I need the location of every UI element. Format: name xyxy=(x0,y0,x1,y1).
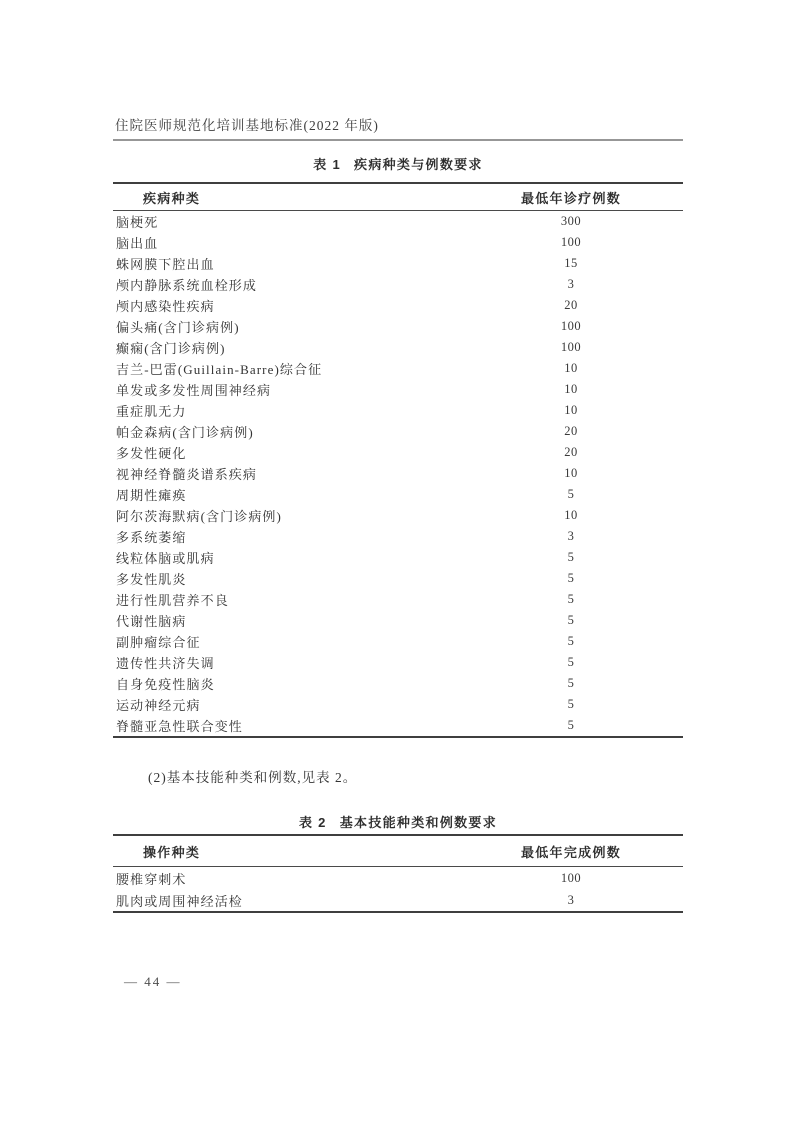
count-cell: 10 xyxy=(564,382,578,396)
count-cell: 3 xyxy=(567,892,575,907)
table2-skill-requirements xyxy=(113,834,683,913)
table-row xyxy=(113,631,683,652)
type-cell: 颅内静脉系统血栓形成 xyxy=(116,278,258,293)
type-cell: 吉兰-巴雷(Guillain-Barre)综合征 xyxy=(116,362,323,377)
type-cell: 肌肉或周围神经活检 xyxy=(116,893,243,909)
type-cell: 单发或多发性周围神经病 xyxy=(116,383,272,398)
table2-caption xyxy=(113,812,683,831)
table-row xyxy=(113,610,683,631)
type-cell: 运动神经元病 xyxy=(116,698,201,713)
type-cell: 偏头痛(含门诊病例) xyxy=(116,320,240,335)
table-row xyxy=(113,589,683,610)
table-row xyxy=(113,694,683,715)
count-cell: 20 xyxy=(564,445,578,459)
table-row xyxy=(113,316,683,337)
header-divider xyxy=(113,139,683,141)
table-row xyxy=(113,253,683,274)
count-cell: 3 xyxy=(567,529,575,543)
table2-caption-label: 表 2 xyxy=(298,815,327,830)
type-cell: 帕金森病(含门诊病例) xyxy=(116,425,254,440)
type-cell: 颅内感染性疾病 xyxy=(116,299,215,314)
table-row xyxy=(113,232,683,253)
count-cell: 5 xyxy=(567,697,575,711)
count-cell: 100 xyxy=(560,235,582,249)
table-row xyxy=(113,463,683,484)
type-cell: 线粒体脑或肌病 xyxy=(116,551,215,566)
table-row xyxy=(113,568,683,589)
table-header-row xyxy=(113,834,683,867)
count-cell: 300 xyxy=(560,214,582,228)
table-row xyxy=(113,652,683,673)
count-cell: 15 xyxy=(564,256,578,270)
count-cell: 100 xyxy=(560,319,582,333)
type-cell: 副肿瘤综合征 xyxy=(116,635,201,650)
type-cell: 重症肌无力 xyxy=(116,404,187,419)
count-cell: 20 xyxy=(564,298,578,312)
column-header-min-cases: 最低年诊疗例数 xyxy=(520,190,622,206)
column-header-min-cases: 最低年完成例数 xyxy=(520,844,622,860)
table1-disease-requirements xyxy=(113,182,683,738)
type-cell: 蛛网膜下腔出血 xyxy=(116,257,215,272)
table-row xyxy=(113,211,683,232)
count-cell: 5 xyxy=(567,571,575,585)
type-cell: 代谢性脑病 xyxy=(116,614,187,629)
table-row xyxy=(113,867,683,889)
table-header-row xyxy=(113,182,683,211)
type-cell: 多发性硬化 xyxy=(116,446,187,461)
table-row xyxy=(113,421,683,442)
column-header-type: 疾病种类 xyxy=(143,190,201,206)
count-cell: 5 xyxy=(567,592,575,606)
count-cell: 10 xyxy=(564,361,578,375)
table-row xyxy=(113,484,683,505)
table-row xyxy=(113,295,683,316)
table-row xyxy=(113,526,683,547)
count-cell: 20 xyxy=(564,424,578,438)
count-cell: 3 xyxy=(567,277,575,291)
count-cell: 5 xyxy=(567,676,575,690)
count-cell: 5 xyxy=(567,718,575,732)
count-cell: 5 xyxy=(567,487,575,501)
count-cell: 5 xyxy=(567,655,575,669)
table-row xyxy=(113,673,683,694)
type-cell: 多发性肌炎 xyxy=(116,572,187,587)
type-cell: 脑梗死 xyxy=(116,215,159,230)
type-cell: 腰椎穿刺术 xyxy=(116,871,187,887)
table1-caption xyxy=(113,154,683,173)
table-row xyxy=(113,715,683,736)
table-row xyxy=(113,358,683,379)
page-number: — 44 — xyxy=(124,974,182,989)
table-body xyxy=(113,867,683,913)
count-cell: 5 xyxy=(567,634,575,648)
count-cell: 5 xyxy=(567,550,575,564)
table-row xyxy=(113,274,683,295)
type-cell: 阿尔茨海默病(含门诊病例) xyxy=(116,509,282,524)
count-cell: 100 xyxy=(560,870,582,885)
count-cell: 10 xyxy=(564,508,578,522)
table-row xyxy=(113,442,683,463)
table-body xyxy=(113,211,683,738)
type-cell: 进行性肌营养不良 xyxy=(116,593,229,608)
count-cell: 10 xyxy=(564,403,578,417)
table-row xyxy=(113,505,683,526)
table-row xyxy=(113,889,683,911)
column-header-type: 操作种类 xyxy=(143,844,201,860)
count-cell: 10 xyxy=(564,466,578,480)
count-cell: 100 xyxy=(560,340,582,354)
table-row xyxy=(113,337,683,358)
type-cell: 脊髓亚急性联合变性 xyxy=(116,719,243,734)
document-header-title: 住院医师规范化培训基地标准(2022 年版) xyxy=(115,118,379,133)
paragraph-basic-skills: (2)基本技能种类和例数,见表 2。 xyxy=(148,770,358,785)
type-cell: 脑出血 xyxy=(116,236,159,251)
type-cell: 自身免疫性脑炎 xyxy=(116,677,215,692)
type-cell: 癫痫(含门诊病例) xyxy=(116,341,226,356)
type-cell: 周期性瘫痪 xyxy=(116,488,187,503)
count-cell: 5 xyxy=(567,613,575,627)
table-row xyxy=(113,400,683,421)
table2-caption-title: 基本技能种类和例数要求 xyxy=(339,815,498,830)
table1-caption-title: 疾病种类与例数要求 xyxy=(354,157,483,172)
type-cell: 遗传性共济失调 xyxy=(116,656,215,671)
type-cell: 多系统萎缩 xyxy=(116,530,187,545)
type-cell: 视神经脊髓炎谱系疾病 xyxy=(116,467,258,482)
table-row xyxy=(113,379,683,400)
table1-caption-label: 表 1 xyxy=(313,157,342,172)
table-row xyxy=(113,547,683,568)
